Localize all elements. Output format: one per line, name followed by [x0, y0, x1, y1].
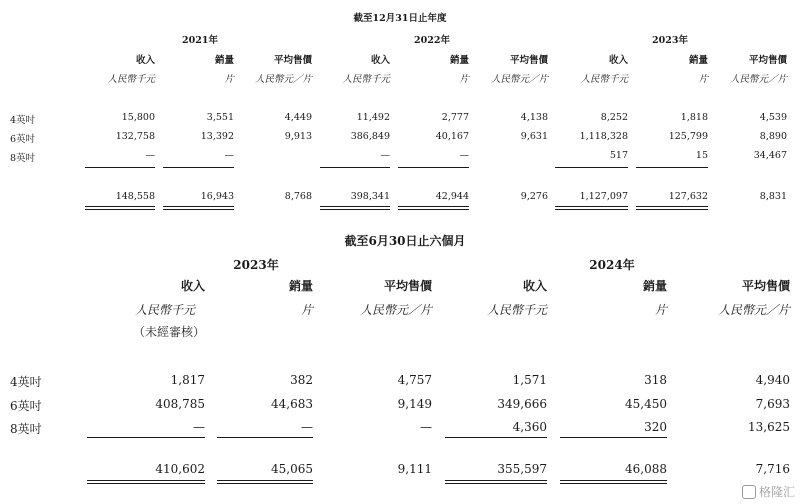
col-header-volume: 銷量 — [288, 279, 313, 293]
total-double-rule — [217, 480, 313, 484]
table-cell: — — [420, 420, 432, 434]
year-header-2023: 2023年 — [652, 35, 688, 46]
row-label-6inch: 6英吋 — [10, 134, 36, 145]
row-label-8inch: 8英吋 — [10, 422, 42, 436]
table-cell: 517 — [609, 150, 628, 161]
total-cell: 127,632 — [668, 191, 708, 202]
col-unit-rmb-per-piece: 人民幣元／片 — [359, 303, 432, 317]
table-cell: — — [145, 150, 155, 161]
subtotal-rule — [87, 437, 205, 438]
subtotal-rule — [85, 167, 155, 168]
table-cell: 11,492 — [356, 112, 390, 123]
row-label-4inch: 4英吋 — [10, 115, 36, 126]
col-header-revenue: 收入 — [135, 55, 155, 66]
row-label-4inch: 4英吋 — [10, 375, 42, 389]
table-cell: 320 — [644, 420, 667, 434]
table-cell: 40,167 — [435, 131, 469, 142]
table-cell: 2,777 — [441, 112, 469, 123]
watermark-text: 格隆汇 — [758, 485, 795, 499]
annual-table-title: 截至12月31日止年度 — [353, 13, 447, 24]
watermark — [742, 483, 795, 500]
col-unit-rmb-thousand: 人民幣千元 — [342, 74, 390, 85]
subtotal-rule — [445, 437, 547, 438]
table-cell: 13,625 — [748, 420, 790, 434]
table-cell: 132,758 — [115, 131, 155, 142]
col-header-asp: 平均售價 — [741, 279, 790, 293]
col-unit-rmb-per-piece: 人民幣元／片 — [254, 74, 312, 85]
col-unit-rmb-thousand: 人民幣千元 — [580, 74, 628, 85]
col-unit-rmb-thousand: 人民幣千元 — [486, 303, 547, 317]
row-label-8inch: 8英吋 — [10, 153, 36, 164]
table-cell: 8,890 — [759, 131, 787, 142]
table-cell: 44,683 — [271, 397, 313, 411]
total-cell: 9,276 — [520, 191, 548, 202]
table-cell: 13,392 — [200, 131, 234, 142]
total-cell: 148,558 — [115, 191, 155, 202]
gelonghui-logo-icon — [742, 485, 756, 499]
total-double-rule — [320, 206, 390, 210]
table-cell: — — [301, 420, 313, 434]
total-cell: 9,111 — [397, 462, 432, 476]
total-cell: 355,597 — [497, 462, 547, 476]
table-cell: 8,252 — [600, 112, 628, 123]
total-cell: 7,716 — [755, 462, 790, 476]
unaudited-note: （未經審核） — [132, 325, 205, 339]
col-unit-rmb-per-piece: 人民幣元／片 — [729, 74, 787, 85]
total-cell: 16,943 — [200, 191, 234, 202]
col-unit-pieces: 片 — [654, 303, 667, 317]
col-header-revenue: 收入 — [522, 279, 547, 293]
col-header-revenue: 收入 — [608, 55, 628, 66]
subtotal-rule — [555, 167, 628, 168]
table-cell: 1,817 — [170, 373, 205, 387]
total-double-rule — [445, 480, 547, 484]
table-cell: 7,693 — [755, 397, 790, 411]
col-header-volume: 銷量 — [214, 55, 234, 66]
col-unit-pieces: 片 — [300, 303, 313, 317]
table-cell: 4,138 — [520, 112, 548, 123]
table-cell: 4,360 — [512, 420, 547, 434]
table-cell: 1,818 — [680, 112, 708, 123]
total-cell: 398,341 — [350, 191, 390, 202]
interim-table-title: 截至6月30日止六個月 — [344, 234, 466, 248]
total-double-rule — [560, 480, 667, 484]
table-cell: 15,800 — [121, 112, 155, 123]
table-cell: 34,467 — [753, 150, 787, 161]
total-cell: 8,768 — [284, 191, 312, 202]
year-header-2021: 2021年 — [182, 35, 218, 46]
table-cell: 318 — [644, 373, 667, 387]
col-header-asp: 平均售價 — [273, 55, 312, 66]
year-header-2024: 2024年 — [589, 258, 635, 272]
table-cell: 4,940 — [755, 373, 790, 387]
col-unit-pieces: 片 — [459, 74, 469, 85]
col-unit-rmb-per-piece: 人民幣元／片 — [490, 74, 548, 85]
table-cell: — — [380, 150, 390, 161]
year-header-2023: 2023年 — [233, 258, 279, 272]
table-cell: 1,118,328 — [579, 131, 628, 142]
total-double-rule — [398, 206, 469, 210]
table-cell: 45,450 — [625, 397, 667, 411]
table-cell: 9,913 — [284, 131, 312, 142]
table-cell: 1,571 — [512, 373, 547, 387]
table-cell: 4,757 — [397, 373, 432, 387]
subtotal-rule — [320, 167, 390, 168]
subtotal-rule — [163, 167, 234, 168]
total-cell: 1,127,097 — [579, 191, 628, 202]
table-cell: 349,666 — [497, 397, 547, 411]
table-cell: — — [459, 150, 469, 161]
col-header-volume: 銷量 — [449, 55, 469, 66]
col-header-asp: 平均售價 — [509, 55, 548, 66]
total-cell: 8,831 — [759, 191, 787, 202]
table-cell: 382 — [290, 373, 313, 387]
total-double-rule — [555, 206, 628, 210]
table-cell: 9,631 — [520, 131, 548, 142]
col-unit-rmb-thousand: 人民幣千元 — [107, 74, 155, 85]
col-unit-pieces: 片 — [224, 74, 234, 85]
total-cell: 42,944 — [435, 191, 469, 202]
row-label-6inch: 6英吋 — [10, 399, 42, 413]
table-cell: 4,539 — [759, 112, 787, 123]
table-cell: 386,849 — [350, 131, 390, 142]
table-cell: — — [224, 150, 234, 161]
total-cell: 46,088 — [625, 462, 667, 476]
table-cell: 125,799 — [668, 131, 708, 142]
subtotal-rule — [636, 167, 708, 168]
table-cell: 9,149 — [397, 397, 432, 411]
year-header-2022: 2022年 — [414, 35, 450, 46]
subtotal-rule — [398, 167, 469, 168]
col-header-volume: 銷量 — [642, 279, 667, 293]
total-cell: 410,602 — [155, 462, 205, 476]
col-header-revenue: 收入 — [370, 55, 390, 66]
table-cell: — — [193, 420, 205, 434]
subtotal-rule — [560, 437, 667, 438]
total-double-rule — [85, 206, 155, 210]
total-double-rule — [87, 480, 205, 484]
col-unit-pieces: 片 — [698, 74, 708, 85]
table-cell: 3,551 — [206, 112, 234, 123]
col-header-asp: 平均售價 — [748, 55, 787, 66]
total-cell: 45,065 — [271, 462, 313, 476]
col-unit-rmb-per-piece: 人民幣元／片 — [717, 303, 790, 317]
col-unit-rmb-thousand: 人民幣千元 — [134, 303, 195, 317]
col-header-asp: 平均售價 — [383, 279, 432, 293]
table-cell: 4,449 — [284, 112, 312, 123]
table-cell: 408,785 — [155, 397, 205, 411]
subtotal-rule — [217, 437, 313, 438]
total-double-rule — [163, 206, 234, 210]
total-double-rule — [636, 206, 708, 210]
col-header-volume: 銷量 — [688, 55, 708, 66]
col-header-revenue: 收入 — [180, 279, 205, 293]
table-cell: 15 — [695, 150, 708, 161]
